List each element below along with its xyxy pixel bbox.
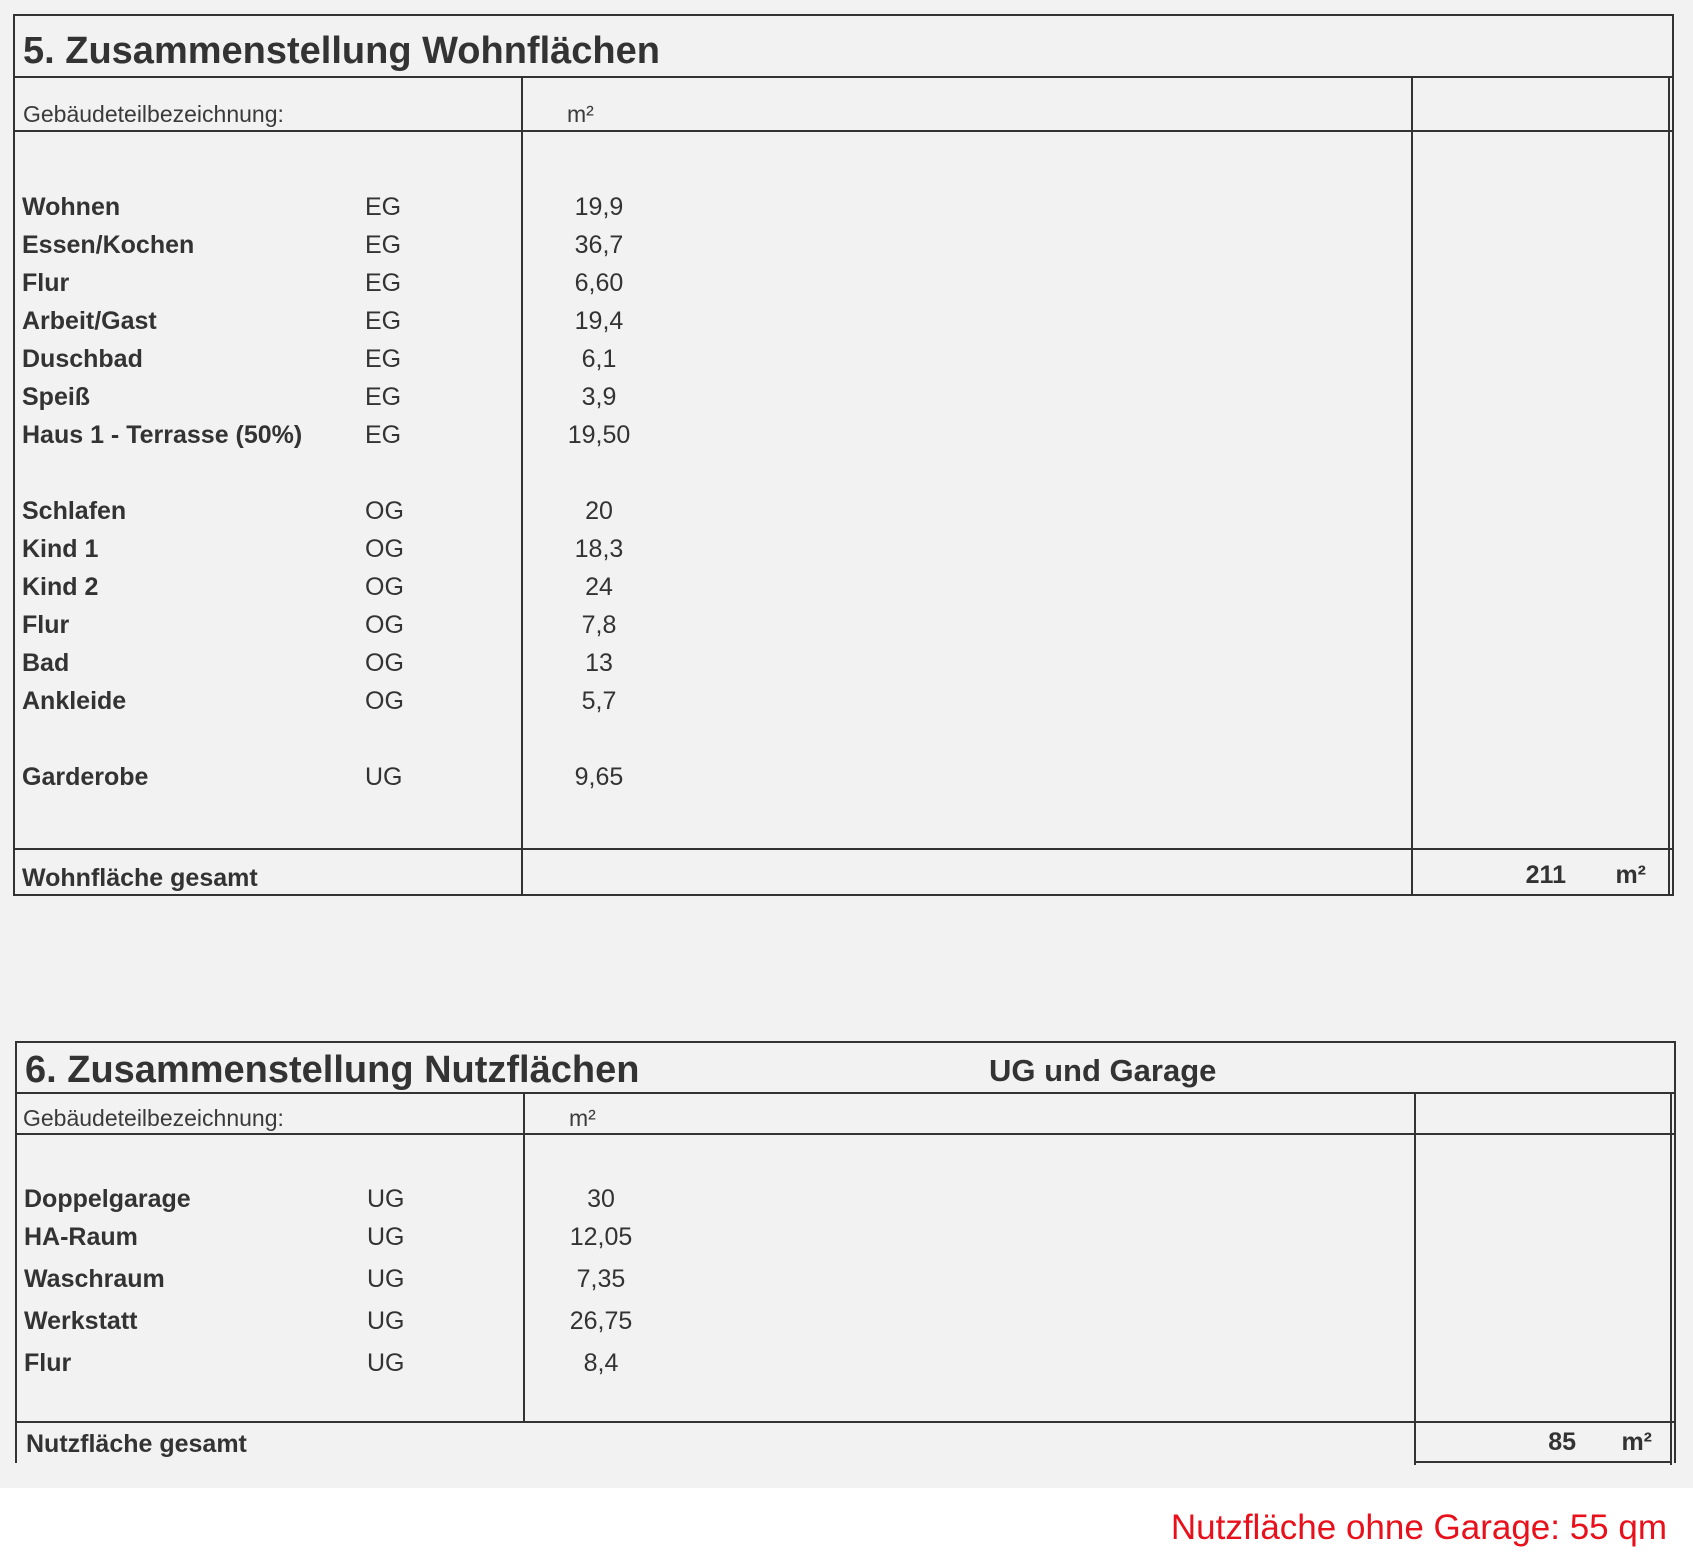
row-floor: OG bbox=[365, 497, 404, 525]
row-name: Duschbad bbox=[22, 345, 143, 373]
row-value: 9,65 bbox=[574, 763, 624, 791]
row-name: Bad bbox=[22, 649, 70, 677]
row-floor: EG bbox=[365, 345, 402, 373]
table-row bbox=[15, 763, 1672, 801]
row-value: 19,50 bbox=[567, 421, 631, 449]
nutzflaechen-col-name-header: Gebäudeteilbezeichnung: bbox=[23, 1105, 284, 1131]
table-row bbox=[15, 231, 1672, 269]
row-name: Waschraum bbox=[24, 1265, 165, 1293]
table-row bbox=[15, 307, 1672, 345]
row-value: 6,1 bbox=[581, 345, 617, 373]
table-row bbox=[17, 1185, 1674, 1223]
row-value: 5,7 bbox=[581, 687, 617, 715]
row-name: Haus 1 - Terrasse (50%) bbox=[22, 421, 303, 449]
table-row bbox=[15, 535, 1672, 573]
table-row bbox=[15, 269, 1672, 307]
row-floor: OG bbox=[365, 573, 404, 601]
row-floor: OG bbox=[365, 611, 404, 639]
row-value: 6,60 bbox=[574, 269, 624, 297]
row-value: 13 bbox=[585, 649, 613, 677]
row-floor: UG bbox=[367, 1265, 405, 1293]
nutzflaeche-total-value: 85 bbox=[1548, 1428, 1576, 1456]
row-name: Schlafen bbox=[22, 497, 127, 525]
table-row bbox=[15, 421, 1672, 459]
row-value: 24 bbox=[585, 573, 613, 601]
row-floor: EG bbox=[365, 193, 402, 221]
row-floor: OG bbox=[365, 649, 404, 677]
wohnflaechen-table bbox=[13, 14, 1674, 896]
row-name: Speiß bbox=[22, 383, 91, 411]
row-floor: OG bbox=[365, 535, 404, 563]
row-name: Flur bbox=[22, 269, 70, 297]
row-value: 30 bbox=[587, 1185, 615, 1213]
table-row bbox=[15, 345, 1672, 383]
row-floor: EG bbox=[365, 231, 402, 259]
row-floor: EG bbox=[365, 307, 402, 335]
table-row bbox=[17, 1223, 1674, 1261]
row-value: 18,3 bbox=[574, 535, 624, 563]
nutzflaechen-rows bbox=[17, 1043, 1674, 1421]
row-value: 3,9 bbox=[581, 383, 617, 411]
wohnflaechen-title: 5. Zusammenstellung Wohnflächen bbox=[23, 30, 660, 72]
row-name: Kind 2 bbox=[22, 573, 99, 601]
row-name: Werkstatt bbox=[24, 1307, 138, 1335]
wohnflaechen-col-unit-header: m² bbox=[567, 101, 594, 127]
row-value: 7,8 bbox=[581, 611, 617, 639]
nutzflaechen-subtitle: UG und Garage bbox=[989, 1053, 1217, 1088]
row-floor: UG bbox=[367, 1349, 405, 1377]
row-floor: UG bbox=[367, 1307, 405, 1335]
wohnflaechen-col-name-header: Gebäudeteilbezeichnung: bbox=[23, 101, 284, 127]
row-value: 8,4 bbox=[583, 1349, 619, 1377]
row-value: 12,05 bbox=[569, 1223, 633, 1251]
nutzflaeche-total-label: Nutzfläche gesamt bbox=[26, 1430, 247, 1458]
table-row bbox=[15, 611, 1672, 649]
table-row bbox=[15, 383, 1672, 421]
table-row bbox=[15, 497, 1672, 535]
table-row bbox=[15, 193, 1672, 231]
table-row bbox=[17, 1265, 1674, 1303]
row-name: Kind 1 bbox=[22, 535, 99, 563]
row-name: Doppelgarage bbox=[24, 1185, 191, 1213]
row-floor: EG bbox=[365, 383, 402, 411]
nutzflaeche-ohne-garage-note: Nutzfläche ohne Garage: 55 qm bbox=[1170, 1508, 1667, 1547]
nutzflaechen-table bbox=[15, 1041, 1676, 1463]
table-row bbox=[15, 573, 1672, 611]
row-name: Essen/Kochen bbox=[22, 231, 195, 259]
wohnflaeche-total-value: 211 bbox=[1525, 861, 1566, 889]
row-name: Ankleide bbox=[22, 687, 127, 715]
row-value: 20 bbox=[585, 497, 613, 525]
row-name: Wohnen bbox=[22, 193, 121, 221]
wohnflaechen-rows bbox=[15, 16, 1672, 846]
row-floor: UG bbox=[367, 1185, 405, 1213]
wohnflaeche-total-unit: m² bbox=[1615, 861, 1646, 889]
row-name: Flur bbox=[24, 1349, 72, 1377]
row-name: HA-Raum bbox=[24, 1223, 138, 1251]
table-row bbox=[17, 1307, 1674, 1345]
row-name: Arbeit/Gast bbox=[22, 307, 157, 335]
row-value: 36,7 bbox=[574, 231, 624, 259]
row-floor: EG bbox=[365, 269, 402, 297]
row-name: Garderobe bbox=[22, 763, 149, 791]
row-value: 19,9 bbox=[574, 193, 624, 221]
nutzflaeche-total-unit: m² bbox=[1621, 1428, 1652, 1456]
row-floor: UG bbox=[367, 1223, 405, 1251]
nutzflaechen-title: 6. Zusammenstellung Nutzflächen bbox=[25, 1049, 640, 1091]
nutzflaechen-col-unit-header: m² bbox=[569, 1105, 596, 1131]
table-row bbox=[15, 649, 1672, 687]
row-name: Flur bbox=[22, 611, 70, 639]
table-row bbox=[15, 687, 1672, 725]
row-value: 26,75 bbox=[569, 1307, 633, 1335]
row-floor: UG bbox=[365, 763, 403, 791]
row-floor: EG bbox=[365, 421, 402, 449]
wohnflaeche-total-label: Wohnfläche gesamt bbox=[22, 864, 258, 892]
row-floor: OG bbox=[365, 687, 404, 715]
row-value: 7,35 bbox=[576, 1265, 626, 1293]
row-value: 19,4 bbox=[574, 307, 624, 335]
table-row bbox=[17, 1349, 1674, 1387]
